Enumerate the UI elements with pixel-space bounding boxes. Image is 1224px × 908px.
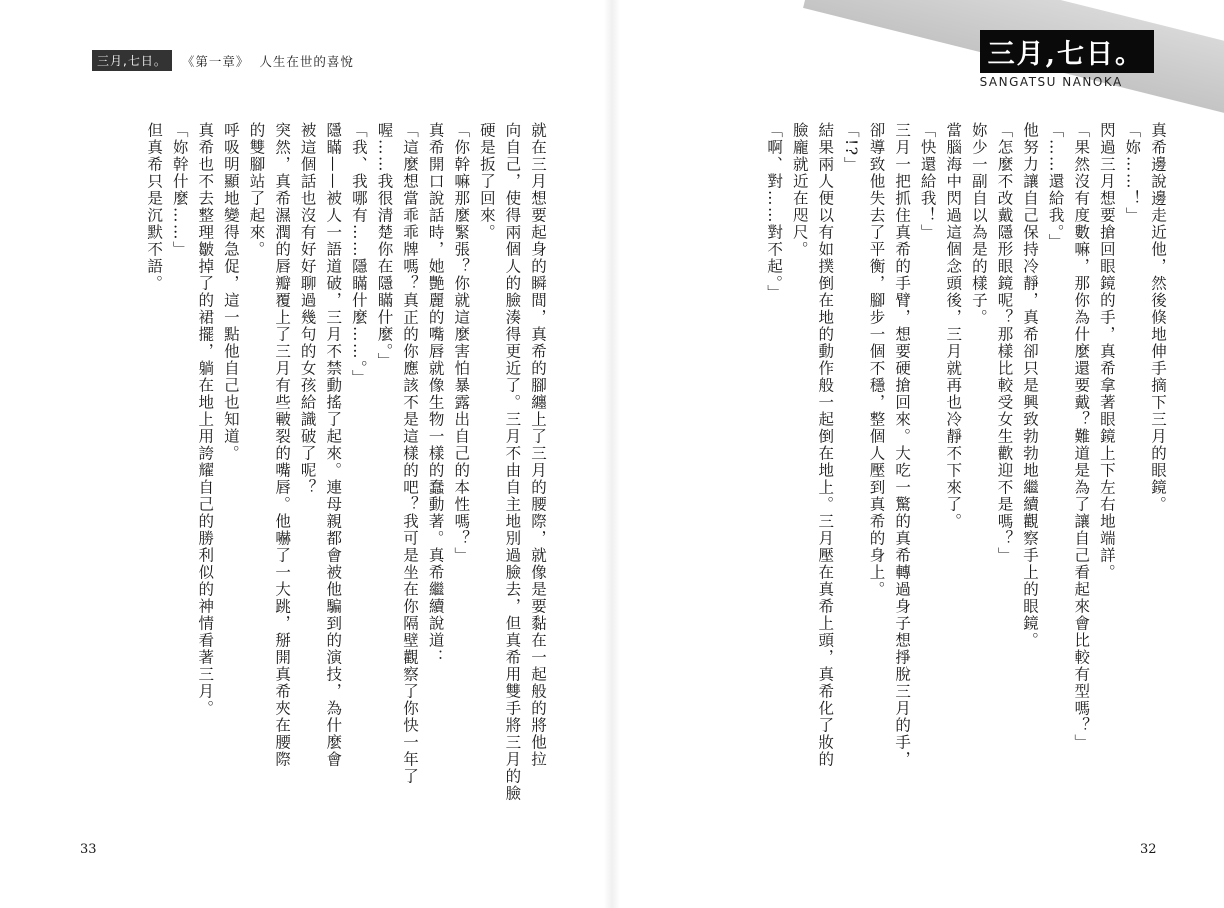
text-line: 突然，真希濕潤的唇瓣覆上了三月有些皸裂的嘴唇。他嚇了一大跳，掰開真希夾在腰際 (273, 122, 292, 768)
text-line: 「我、我哪有……隱瞞什麼……。」 (349, 122, 368, 387)
text-line: 三月一把抓住真希的手臂，想要硬搶回來。大吃一驚的真希轉過身子想掙脫三月的手， (893, 122, 912, 768)
text-line: 但真希只是沉默不語。 (145, 122, 164, 292)
text-line: 「你幹嘛那麼緊張？你就這麼害怕暴露出自己的本性嗎？」 (452, 122, 471, 564)
text-line: 妳少一副自以為是的樣子。 (969, 122, 988, 326)
text-line: 「……還給我。」 (1046, 122, 1065, 251)
book-spine (604, 0, 620, 908)
right-page-text (700, 122, 1170, 822)
logo-title: 三月,七日。 (980, 30, 1154, 73)
header-logo: 三月,七日。 (92, 50, 172, 71)
chapter-title: 人生在世的喜悅 (259, 53, 354, 69)
text-line: 呼吸明顯地變得急促，這一點他自己也知道。 (221, 122, 240, 462)
text-line: 「怎麼不改戴隱形眼鏡呢？那樣比較受女生歡迎不是嗎？」 (995, 122, 1014, 564)
left-page-text (78, 122, 550, 822)
text-line: 「妳幹什麼……」 (170, 122, 189, 258)
text-line: 被這個話也沒有好好聊過幾句的女孩給識破了呢？ (298, 122, 317, 496)
text-line: 喔……我很清楚你在隱瞞什麼。」 (375, 122, 394, 370)
book-logo (980, 30, 1154, 89)
text-line: 他努力讓自己保持冷靜，真希卻只是興致勃勃地繼續觀察手上的眼鏡。 (1021, 122, 1040, 649)
text-line: 「果然沒有度數嘛，那你為什麼還要戴？難道是為了讓自己看起來會比較有型嗎？」 (1072, 122, 1091, 751)
text-line: 真希邊說邊走近他，然後倏地伸手摘下三月的眼鏡。 (1149, 122, 1167, 513)
text-line: 卻導致他失去了平衡，腳步一個不穩，整個人壓到真希的身上。 (867, 122, 886, 598)
text-line: 「這麼想當乖乖牌嗎？真正的你應該不是這樣的吧？我可是坐在你隔壁觀察了你快一年了 (401, 122, 420, 785)
text-line: 「快還給我！」 (918, 122, 937, 241)
text-line: 閃過三月想要搶回眼鏡的手，真希拿著眼鏡上下左右地端詳。 (1097, 122, 1116, 581)
chapter-label: 《第一章》 (181, 53, 250, 69)
logo-subtitle: SANGATSU NANOKA (979, 75, 1123, 89)
page-number-right: 32 (1140, 842, 1157, 857)
page-number-left: 33 (80, 842, 97, 857)
text-line: 「妳……！」 (1123, 122, 1142, 224)
running-header (92, 50, 354, 71)
text-line: 隱瞞——被人一語道破，三月不禁動搖了起來。連母親都會被他騙到的演技，為什麼會 (324, 122, 343, 768)
text-line: 「啊、對……對不起。」 (765, 122, 784, 302)
text-line: 結果兩人便以有如撲倒在地的動作般一起倒在地上。三月壓在真希上頭，真希化了妝的 (816, 122, 835, 768)
text-line: 硬是扳了回來。 (477, 122, 496, 241)
text-line: 「!?」 (841, 122, 860, 174)
text-line: 的雙腳站了起來。 (247, 122, 266, 258)
text-line: 就在三月想要起身的瞬間，真希的腳纏上了三月的腰際，就像是要黏在一起般的將他拉 (529, 122, 547, 768)
text-line: 向自己，使得兩個人的臉湊得更近了。三月不由自主地別過臉去，但真希用雙手將三月的臉 (503, 122, 522, 802)
text-line: 臉龐就近在咫尺。 (790, 122, 809, 258)
text-line: 真希也不去整理皺掉了的裙擺，躺在地上用誇耀自己的勝利似的神情看著三月。 (196, 122, 215, 717)
text-line: 真希開口說話時，她艷麗的嘴唇就像生物一樣的蠢動著。真希繼續說道： (426, 122, 445, 666)
text-line: 當腦海中閃過這個念頭後，三月就再也冷靜不下來了。 (944, 122, 963, 530)
